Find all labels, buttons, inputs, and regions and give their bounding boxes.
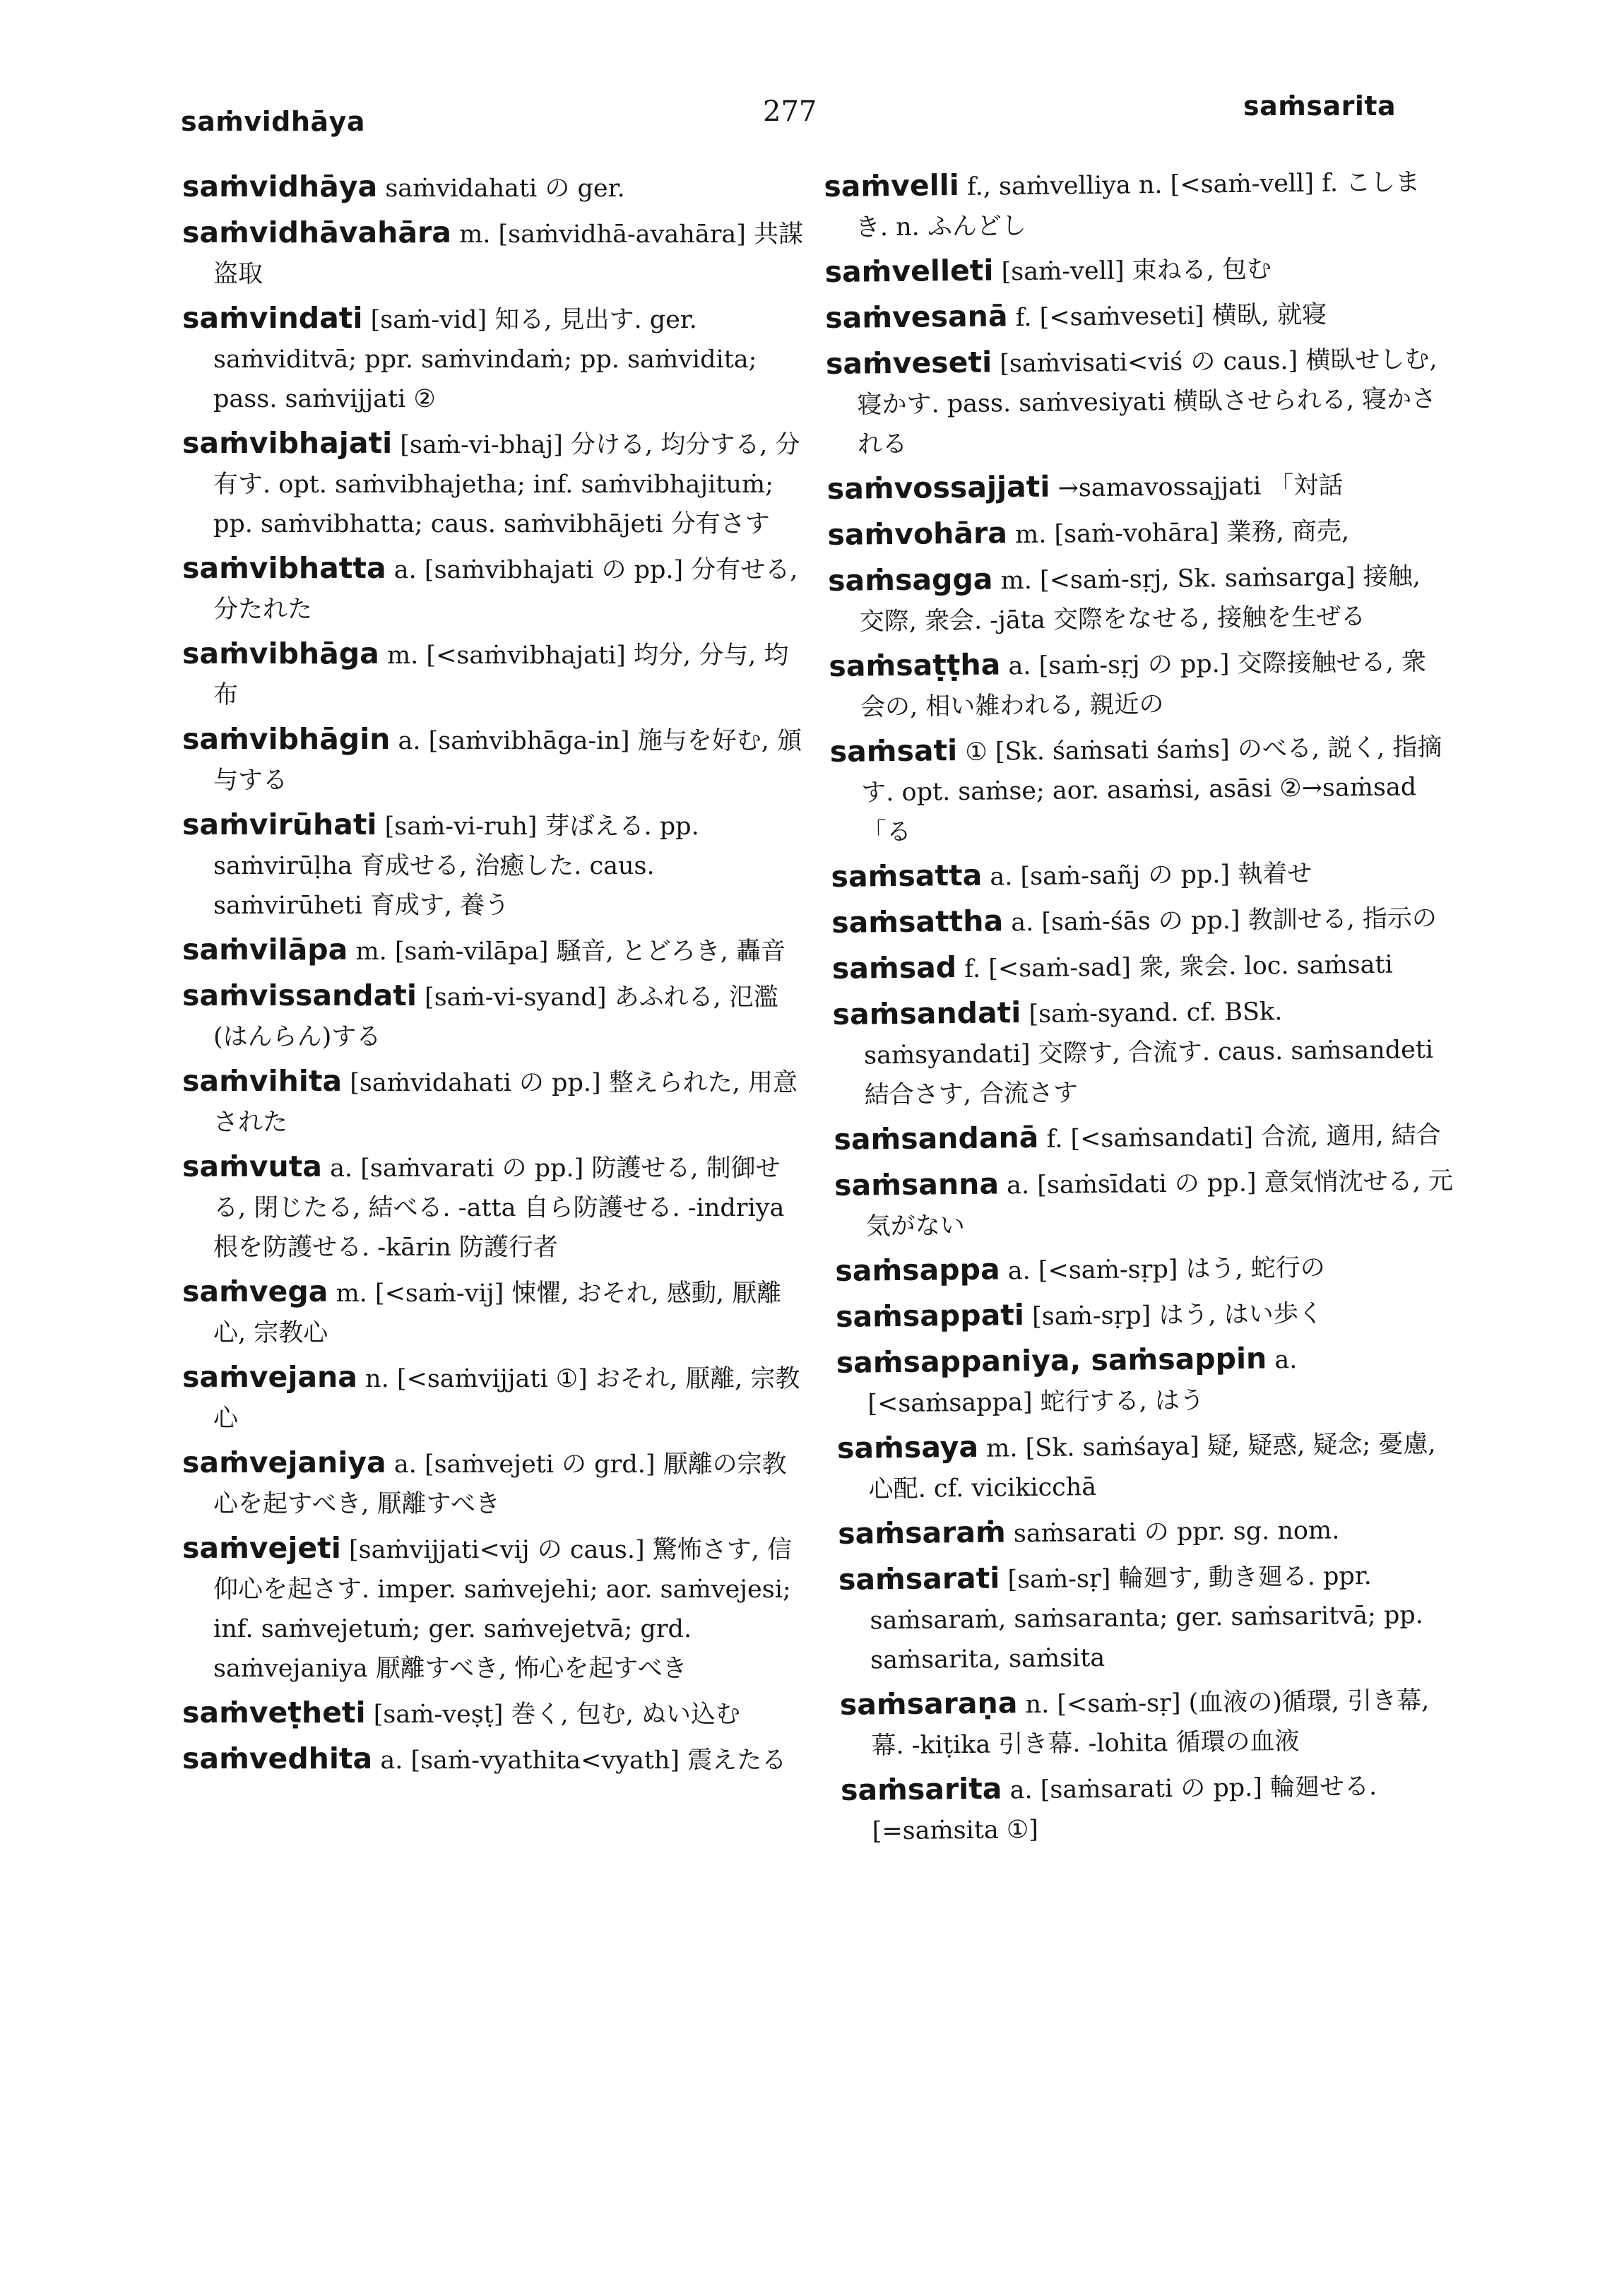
definition: saṁvidahati の ger. — [385, 175, 625, 203]
dictionary-entry — [182, 1693, 804, 1734]
dictionary-entry — [182, 805, 804, 926]
headword: saṁsattha — [831, 904, 1004, 940]
headword: saṁvindati — [182, 301, 363, 335]
definition: m. [<saṁvibhajati] 均分, 分与, 均布 — [213, 642, 789, 709]
dictionary-entry — [182, 1272, 804, 1353]
headword: saṁvedhita — [182, 1742, 373, 1775]
headword: saṁsanna — [834, 1166, 1000, 1202]
dictionary-entry — [834, 1159, 1457, 1247]
left-column — [182, 167, 804, 1785]
headword: saṁsappa — [835, 1252, 1000, 1288]
definition: [saṁvidahati の pp.] 整えられた, 用意された — [213, 1069, 798, 1137]
headword: saṁsaraṁ — [838, 1515, 1006, 1551]
dictionary-entry — [182, 167, 804, 208]
headword: saṁvidhāvahāra — [182, 215, 451, 249]
dictionary-entry — [832, 942, 1454, 991]
definition: [saṁ-vell] 束ねる, 包む — [1001, 255, 1272, 287]
dictionary-entry — [182, 213, 804, 294]
headword: saṁvejaniya — [182, 1445, 386, 1479]
dictionary-entry — [182, 548, 804, 629]
headword: saṁsati — [829, 733, 958, 769]
headword: saṁvuta — [182, 1149, 322, 1183]
dictionary-entry — [837, 1422, 1459, 1510]
headword: saṁvihita — [182, 1064, 343, 1098]
headword: saṁvibhatta — [182, 551, 386, 585]
dictionary-entry — [829, 726, 1452, 853]
headword: saṁvidhāya — [182, 170, 378, 203]
headword: saṁvohāra — [827, 516, 1008, 552]
definition: m. [saṁvidhā-avahāra] 共謀盗取 — [213, 220, 804, 288]
definition: →samavossajjati 「対話 — [1057, 471, 1344, 503]
definition: [saṁvisati<viś の caus.] 横臥せしむ, 寝かす. pass. saṁvesiyati 横臥させられる, 寝かされる — [857, 345, 1438, 459]
headword: saṁvejeti — [182, 1531, 341, 1565]
definition: [saṁ-vi-bhaj] 分ける, 均分する, 分有す. opt. saṁvibhajetha; inf. saṁvibhajituṁ; pp. saṁvibhatta; caus. saṁvibhājeti 分有さす — [213, 431, 800, 538]
definition: f. [<saṁveseti] 横臥, 就寝 — [1015, 300, 1327, 333]
dictionary-entry — [840, 1679, 1462, 1766]
definition: saṁsarati の ppr. sg. nom. — [1013, 1516, 1340, 1549]
definition: a. [saṁvejeti の grd.] 厭離の宗教心を起すべき, 厭離すべき — [213, 1450, 787, 1518]
definition: ① [Sk. śaṁsati śaṁs] のべる, 説く, 指摘す. opt. saṁse; aor. asaṁsi, asāsi ②→saṁsad 「る — [861, 733, 1442, 847]
definition: m. [<saṁ-sṛj, Sk. saṁsarga] 接触, 交際, 衆会. -jāta 交際をなせる, 接触を生ぜる — [859, 562, 1421, 637]
headword: saṁvissandati — [182, 979, 417, 1012]
definition: [saṁ-veṣṭ] 巻く, 包む, ぬい込む — [373, 1701, 741, 1729]
headword: saṁsaṭṭha — [829, 647, 1001, 683]
definition: a. [saṁ-sṛj の pp.] 交際接触せる, 衆会の, 相い雑われる, 親近の — [860, 648, 1427, 722]
dictionary-entry — [835, 1245, 1457, 1293]
headword: saṁsagga — [827, 562, 993, 598]
definition: n. [<saṁvijjati ①] おそれ, 厭離, 宗教心 — [213, 1365, 800, 1433]
dictionary-entry — [182, 1443, 804, 1524]
definition: m. [<saṁ-vij] 悚懼, おそれ, 感動, 厭離心, 宗教心 — [213, 1279, 782, 1347]
definition: a. [saṁ-śās の pp.] 教訓せる, 指示の — [1011, 904, 1438, 938]
headword: saṁsatta — [831, 858, 983, 894]
headword: saṁsandati — [832, 995, 1021, 1031]
headword: saṁvesanā — [824, 299, 1008, 335]
definition: a. [saṁvibhajati の pp.] 分有せる, 分たれた — [213, 556, 798, 624]
headword: saṁsappati — [835, 1298, 1025, 1334]
dictionary-entry — [182, 1357, 804, 1438]
definition: a. [saṁsīdati の pp.] 意気悄沈せる, 元気がない — [865, 1166, 1454, 1241]
headword: saṁsarati — [838, 1561, 1000, 1597]
dictionary-entry — [828, 555, 1450, 642]
dictionary-entry — [836, 1337, 1458, 1424]
headword: saṁvossajjati — [826, 469, 1050, 506]
dictionary-entry — [824, 160, 1446, 248]
dictionary-entry — [826, 463, 1449, 511]
definition: [saṁ-sṛp] はう, はい歩く — [1031, 1299, 1323, 1331]
definition: a. [saṁ-vyathita<vyath] 震えたる — [380, 1746, 787, 1775]
headword: saṁsappaniya, saṁsappin — [836, 1341, 1267, 1380]
dictionary-entry — [182, 634, 804, 715]
definition: f., saṁvelliya n. [<saṁ-vell] f. こしまき. n. ふんどし — [855, 168, 1421, 242]
right-column — [824, 160, 1463, 1856]
definition: a. [saṁsarati の pp.] 輪廻せる. [=saṁsita ①] — [872, 1772, 1377, 1846]
headword: saṁvirūhati — [182, 808, 377, 841]
headword: saṁvibhāgin — [182, 722, 391, 756]
dictionary-entry — [831, 851, 1453, 899]
dictionary-entry — [182, 719, 804, 800]
dictionary-entry — [838, 1554, 1462, 1681]
dictionary-entry — [182, 298, 804, 419]
definition: a. [<saṁsappa] 蛇行する, はう — [867, 1346, 1298, 1419]
definition: [saṁ-vid] 知る, 見出す. ger. saṁviditvā; ppr. saṁvindaṁ; pp. saṁvidita; pass. saṁvijjati ② — [213, 306, 757, 413]
headword: saṁsaya — [836, 1429, 979, 1465]
headword: saṁvibhāga — [182, 637, 379, 670]
dictionary-entry — [826, 338, 1449, 465]
dictionary-entry — [836, 1291, 1458, 1339]
dictionary-entry — [838, 1508, 1460, 1556]
headword: saṁvega — [182, 1275, 328, 1308]
definition: m. [saṁ-vilāpa] 騒音, とどろき, 轟音 — [355, 938, 786, 966]
headword: saṁvibhajati — [182, 426, 393, 460]
page-number: 277 — [763, 95, 817, 128]
headword: saṁsandanā — [834, 1120, 1039, 1157]
dictionary-entry — [825, 292, 1447, 340]
running-head-left: saṁvidhāya — [181, 106, 365, 137]
dictionary-entry — [824, 246, 1447, 294]
definition: f. [<saṁsandati] 合流, 適用, 結合 — [1046, 1121, 1441, 1154]
dictionary-entry — [182, 1528, 804, 1689]
dictionary-entry — [831, 897, 1454, 945]
headword: saṁsad — [831, 950, 957, 986]
definition: a. [saṁ-sañj の pp.] 執着せ — [990, 859, 1312, 892]
headword: saṁvelli — [824, 167, 960, 203]
dictionary-entry — [182, 423, 804, 544]
dictionary-entry — [182, 1147, 804, 1267]
headword: saṁsarita — [840, 1771, 1002, 1807]
definition: a. [saṁvarati の pp.] 防護せる, 制御せる, 閉じたる, 結べる. -atta 自ら防護せる. -indriya 根を防護せる. -kārin 防護行者 — [213, 1154, 785, 1262]
headword: saṁveṭheti — [182, 1696, 366, 1730]
definition: f. [<saṁ-sad] 衆, 衆会. loc. saṁsati — [964, 950, 1393, 983]
headword: saṁveseti — [825, 345, 992, 381]
definition: a. [saṁvibhāga-in] 施与を好む, 頒与する — [213, 727, 802, 795]
dictionary-entry — [182, 1061, 804, 1142]
definition: m. [saṁ-vohāra] 業務, 商売, — [1014, 517, 1350, 550]
dictionary-entry — [841, 1764, 1463, 1852]
dictionary-entry — [182, 930, 804, 971]
dictionary-entry — [827, 509, 1450, 557]
definition: a. [<saṁ-sṛp] はう, 蛇行の — [1007, 1253, 1326, 1286]
headword: saṁsaraṇa — [839, 1686, 1018, 1722]
dictionary-entry — [182, 976, 804, 1057]
definition: [saṁ-vi-syand] あふれる, 氾濫(はんらん)する — [213, 983, 778, 1051]
dictionary-entry — [832, 988, 1455, 1116]
headword: saṁvejana — [182, 1360, 357, 1394]
definition: [saṁ-sṛ] 輪廻す, 動き廻る. ppr. saṁsaraṁ, saṁsaranta; ger. saṁsaritvā; pp. saṁsarita, saṁsita — [870, 1561, 1424, 1675]
headword: saṁvilāpa — [182, 933, 348, 966]
dictionary-entry — [829, 640, 1451, 728]
definition: [saṁ-vi-ruh] 芽ばえる. pp. saṁvirūḷha 育成せる, 治癒した. caus. saṁvirūheti 育成す, 養う — [213, 812, 699, 920]
running-head-right: saṁsarita — [1243, 90, 1397, 122]
definition: m. [Sk. saṁśaya] 疑, 疑惑, 疑念; 憂慮, 心配. cf. vicikicchā — [868, 1430, 1436, 1504]
dictionary-entry — [182, 1739, 804, 1780]
headword: saṁvelleti — [824, 253, 994, 289]
definition: [saṁ-syand. cf. BSk. saṁsyandati] 交際す, 合流す. caus. saṁsandeti 結合さす, 合流さす — [863, 998, 1434, 1110]
definition: [saṁvijjati<vij の caus.] 驚怖さす, 信仰心を起さす. imper. saṁvejehi; aor. saṁvejesi; inf. saṁvejetuṁ; ger. saṁvejetvā; grd. saṁvejaniya 厭離すべき, 怖心を起すべき — [213, 1536, 792, 1683]
definition: n. [<saṁ-sṛ] (血液の)循環, 引き幕, 幕. -kiṭika 引き幕. -lohita 循環の血液 — [871, 1686, 1430, 1761]
dictionary-entry — [834, 1113, 1456, 1161]
